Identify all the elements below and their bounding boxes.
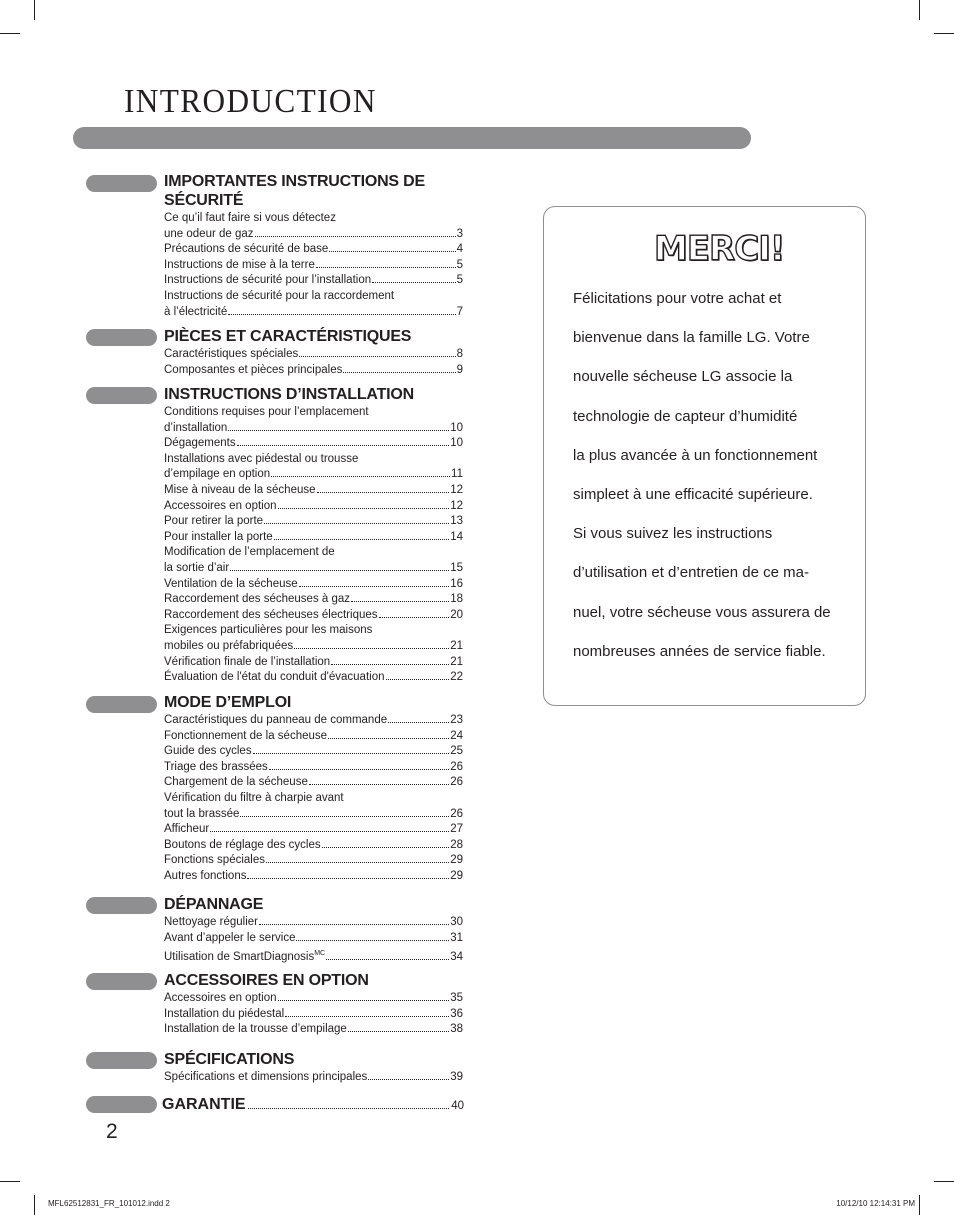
entry-label-text: Utilisation de SmartDiagnosis [164,951,315,964]
entry-label [164,760,268,776]
entry-label-text: à l’électricité [164,305,228,318]
dot-leader [388,713,449,723]
dot-leader [210,822,449,832]
toc-entry[interactable] [164,1007,463,1023]
toc-entry[interactable] [164,211,463,227]
entry-label-text: Raccordement des sécheuses à gaz [164,593,351,606]
entry-label [164,436,236,452]
entry-label-text: Instructions de sécurité pour l’installation [164,274,372,287]
toc-entry[interactable] [164,760,463,776]
page-ref: 23 [450,714,463,726]
merci-line: simpleet à une efficacité supérieure. [573,485,813,503]
entry-label-text: Composantes et pièces principales [164,363,343,376]
toc-entry[interactable] [164,639,463,655]
page-ref: 27 [450,823,463,836]
entry-label-text: une odeur de gaz [164,227,254,240]
dot-leader [368,1070,449,1080]
crop-mark [934,33,954,34]
entry-label-text: Installation de la trousse d’empilage [164,1023,347,1036]
merci-line: nuel, votre sécheuse vous assurera de [573,603,831,621]
entry-label-text: Accessoires en option [164,499,277,512]
page-ref: 30 [450,916,463,928]
page-ref: 5 [456,258,463,271]
section-pill [86,329,157,346]
entry-label [164,655,330,671]
toc-entry[interactable] [164,305,463,321]
dot-leader [278,499,450,509]
page-ref: 10 [450,437,463,450]
page-ref: 12 [450,499,463,512]
dot-leader [386,670,450,680]
dot-leader [228,421,449,431]
toc-entry[interactable] [164,242,463,258]
entry-label-text: Ventilation de la sécheuse [164,577,298,590]
dot-leader [299,577,450,587]
dot-leader [316,258,456,268]
toc-entry[interactable] [164,670,463,686]
entry-label-text: Spécifications et dimensions principales [164,1071,368,1083]
toc-section-garantie[interactable] [162,1095,464,1114]
toc-entry[interactable] [164,1070,463,1086]
footer-timestamp: 10/12/10 12:14:31 PM [836,1199,915,1208]
toc-entry[interactable] [164,931,463,947]
entry-label-text: Dégagements [164,437,236,450]
toc-entry[interactable] [164,744,463,760]
dot-leader [228,305,455,315]
merci-line: d’utilisation et d’entretien de ce ma- [573,564,809,582]
page-ref: 26 [450,776,463,789]
dot-leader [253,744,450,754]
section-entries [164,347,463,378]
merci-line: nombreuses années de service fiable. [573,642,826,660]
entry-label-text: Modification de l’emplacement de [164,546,335,559]
entry-label-text: Vérification du filtre à charpie avant [164,791,344,804]
page-ref: 14 [450,530,463,543]
dot-leader [331,655,449,665]
entry-label [164,869,246,885]
page-ref: 16 [450,577,463,590]
dot-leader [248,1096,450,1109]
title-divider-bar [73,127,751,149]
trademark-mark: MC [314,950,326,958]
toc-entry[interactable] [164,273,463,289]
entry-label [164,775,308,791]
toc-entry[interactable] [164,436,463,452]
page-ref: 28 [450,838,463,851]
entry-label [164,592,350,608]
section-pill [86,897,157,914]
page-ref: 26 [450,807,463,820]
section-entries [164,211,463,320]
entry-label-text: Autres fonctions [164,869,247,882]
section-pill [86,696,157,713]
page-ref: 21 [450,639,463,652]
page-ref: 25 [450,745,463,758]
toc-entry[interactable] [164,915,463,931]
dot-leader [348,1022,449,1032]
entry-label [164,1022,347,1038]
entry-label [164,1007,284,1023]
entry-label-text: d’installation [164,421,228,434]
section-title: GARANTIE [162,1096,246,1113]
toc-entry[interactable] [164,655,463,671]
dot-leader [230,561,449,571]
entry-label-text: Caractéristiques spéciales [164,348,299,360]
toc-entry[interactable] [164,289,463,305]
toc-entry[interactable] [164,363,463,379]
crop-mark [34,0,35,20]
page-ref: 39 [450,1071,463,1083]
section-pill [86,973,157,990]
entry-label-text: Précautions de sécurité de base [164,243,329,256]
entry-label [164,483,316,499]
entry-label [164,452,358,468]
dot-leader [264,514,449,524]
toc-entry[interactable] [164,853,463,869]
toc-entry[interactable] [164,530,463,546]
entry-label-text: Vérification finale de l’installation [164,655,331,668]
toc-entry[interactable] [164,545,463,561]
page-ref: 18 [450,593,463,606]
toc-entry[interactable] [164,807,463,823]
entry-label [164,258,315,274]
section-entries [164,405,463,686]
page-ref: 34 [450,951,463,964]
dot-leader [309,775,449,785]
entry-label-text: Installations avec piédestal ou trousse [164,452,359,465]
toc-entry[interactable] [164,869,463,885]
entry-label [164,499,277,515]
entry-label [164,791,344,807]
dot-leader [285,1007,449,1017]
entry-label-text: mobiles ou préfabriquées [164,639,294,652]
section-pill [86,1052,157,1069]
toc-entry[interactable] [164,791,463,807]
page-ref: 5 [456,274,463,287]
dot-leader [247,869,449,879]
page-ref: 3 [456,227,463,240]
entry-label [164,608,378,624]
dot-leader [326,950,449,960]
section-title[interactable]: ACCESSOIRES EN OPTION [164,972,369,989]
merci-box [543,206,866,706]
page-ref: 8 [456,348,463,360]
toc-entry[interactable] [164,561,463,577]
page-ref: 12 [450,483,463,496]
page-ref: 29 [450,854,463,867]
dot-leader [372,273,455,283]
dot-leader [259,915,449,925]
merci-line: technologie de capteur d’humidité [573,407,798,425]
crop-mark [919,1195,920,1215]
entry-label-text: Nettoyage régulier [164,916,258,928]
entry-label-text: Pour installer la porte [164,530,273,543]
entry-label [164,1070,367,1086]
merci-line: bienvenue dans la famille LG. Votre [573,329,810,347]
section-title[interactable]: IMPORTANTES INSTRUCTIONS DE SÉCURITÉ [164,173,425,209]
dot-leader [294,639,449,649]
entry-label [164,467,270,483]
section-pill [86,387,157,404]
entry-label-text: Boutons de réglage des cycles [164,838,321,851]
toc-entry[interactable] [164,483,463,499]
entry-label [164,305,227,321]
page-ref: 22 [450,671,463,684]
page-number: 2 [106,1120,118,1143]
entry-label-text: Instructions de sécurité pour la raccordement [164,289,395,302]
entry-label [164,623,372,639]
toc-entry[interactable] [164,467,463,483]
entry-label [164,273,371,289]
entry-label [164,561,229,577]
section-entries [164,991,463,1038]
entry-label-text: Instructions de mise à la terre [164,258,315,271]
page-ref: 7 [456,305,463,318]
toc-entry[interactable] [164,592,463,608]
entry-label [164,915,258,931]
entry-label [164,838,321,854]
entry-label-text: Raccordement des sécheuses électriques [164,608,378,621]
entry-label-text: Afficheur [164,823,210,836]
dot-leader [351,592,449,602]
dot-leader [274,530,450,540]
section-pill [86,1096,157,1113]
dot-leader [379,608,450,618]
toc-entry[interactable] [164,452,463,468]
toc-entry[interactable] [164,577,463,593]
dot-leader [266,853,449,863]
page-ref: 35 [450,992,463,1004]
entry-label-text: Exigences particulières pour les maisons [164,624,373,637]
toc-entry[interactable] [164,421,463,437]
page-ref: 29 [450,869,463,882]
entry-label-text: Fonctions spéciales [164,854,265,867]
toc-entry[interactable] [164,499,463,515]
page-ref: 40 [451,1100,464,1112]
entry-label [164,713,387,729]
section-title[interactable]: SPÉCIFICATIONS [164,1051,295,1068]
crop-mark [0,33,20,34]
footer-file-name: MFL62512831_FR_101012.indd 2 [48,1199,170,1208]
toc-entry[interactable] [164,946,463,962]
page-ref: 36 [450,1007,463,1020]
entry-label-text: Guide des cycles [164,745,252,758]
page-ref: 13 [450,515,463,528]
entry-label-text: tout la brassée [164,807,240,820]
entry-label [164,931,295,947]
entry-label [164,822,209,838]
entry-label-text: Triage des brassées [164,760,268,773]
page-title: INTRODUCTION [124,83,377,120]
entry-label-text: Installation du piédestal [164,1007,285,1020]
section-pill [86,175,157,192]
entry-label-text: d’empilage en option [164,468,271,481]
entry-label [164,729,327,745]
section-entries [164,1070,463,1086]
page-ref: 24 [450,729,463,742]
entry-label [164,946,325,965]
page-ref: 38 [450,1023,463,1036]
entry-label-text: Conditions requises pour l’emplacement [164,406,369,418]
entry-label-text: Pour retirer la porte [164,515,264,528]
entry-label [164,639,293,655]
dot-leader [299,347,455,357]
toc-entry[interactable] [164,514,463,530]
dot-leader [296,931,449,941]
entry-label [164,405,369,421]
crop-mark [919,0,920,20]
toc-entry[interactable] [164,713,463,729]
entry-label-text: Caractéristiques du panneau de commande [164,714,388,726]
dot-leader [240,807,449,817]
entry-label [164,421,227,437]
merci-text [573,279,863,671]
entry-label-text: Ce qu’il faut faire si vous détectez [164,212,336,224]
section-entries [164,915,463,962]
page-ref: 11 [451,468,463,481]
toc-entry[interactable] [164,838,463,854]
toc-entry[interactable] [164,1022,463,1038]
page-ref: 15 [450,561,463,574]
entry-label [164,347,298,363]
page-ref: 31 [450,931,463,944]
toc-entry[interactable] [164,822,463,838]
merci-line: Félicitations pour votre achat et [573,290,782,307]
toc-entry[interactable] [164,623,463,639]
page-ref: 10 [450,421,463,434]
merci-line: nouvelle sécheuse LG associe la [573,368,793,386]
dot-leader [269,760,449,770]
section-title[interactable]: INSTRUCTIONS D’INSTALLATION [164,386,414,403]
entry-label [164,242,328,258]
entry-label [164,670,385,686]
dot-leader [329,242,455,252]
dot-leader [255,227,456,237]
entry-label [164,853,265,869]
merci-line: Si vous suivez les instructions [573,525,773,543]
entry-label-text: Chargement de la sécheuse [164,776,308,789]
entry-label-text: Mise à niveau de la sécheuse [164,483,316,496]
toc-entry[interactable] [164,729,463,745]
toc-entry[interactable] [164,347,463,363]
dot-leader [343,363,455,373]
section-entries [164,713,463,885]
entry-label-text: la sortie d’air [164,561,230,574]
dot-leader [322,838,450,848]
entry-label [164,807,239,823]
page-ref: 4 [456,243,463,256]
crop-mark [34,1195,35,1215]
entry-label-text: Évaluation de l'état du conduit d'évacuation [164,671,385,684]
entry-label [164,530,273,546]
entry-label-text: Fonctionnement de la sécheuse [164,729,328,742]
toc-entry[interactable] [164,227,463,243]
page-ref: 20 [450,608,463,621]
toc-entry[interactable] [164,608,463,624]
dot-leader [328,729,449,739]
dot-leader [317,483,450,493]
section-title[interactable]: MODE D’EMPLOI [164,694,292,711]
entry-label-text: Avant d’appeler le service [164,931,296,944]
merci-line: la plus avancée à un fonctionnement [573,446,818,464]
entry-label [164,289,394,305]
entry-label [164,577,298,593]
entry-label [164,545,335,561]
entry-label [164,211,336,227]
entry-label [164,991,277,1007]
crop-mark [0,1181,20,1182]
section-title[interactable]: PIÈCES ET CARACTÉRISTIQUES [164,328,412,345]
dot-leader [271,467,450,477]
section-title[interactable]: DÉPANNAGE [164,896,264,913]
entry-label [164,227,254,243]
toc-entry[interactable] [164,991,463,1007]
toc-entry[interactable] [164,405,463,421]
dot-leader [237,436,450,446]
page-ref: 21 [450,655,463,668]
dot-leader [278,991,450,1001]
page-ref: 9 [456,363,463,376]
entry-label [164,514,263,530]
toc-entry[interactable] [164,258,463,274]
page-ref: 26 [450,760,463,773]
entry-label [164,744,252,760]
entry-label-text: Accessoires en option [164,992,277,1004]
entry-label [164,363,342,379]
toc-entry[interactable] [164,775,463,791]
crop-mark [934,1181,954,1182]
merci-title: MERCI! [654,229,785,269]
